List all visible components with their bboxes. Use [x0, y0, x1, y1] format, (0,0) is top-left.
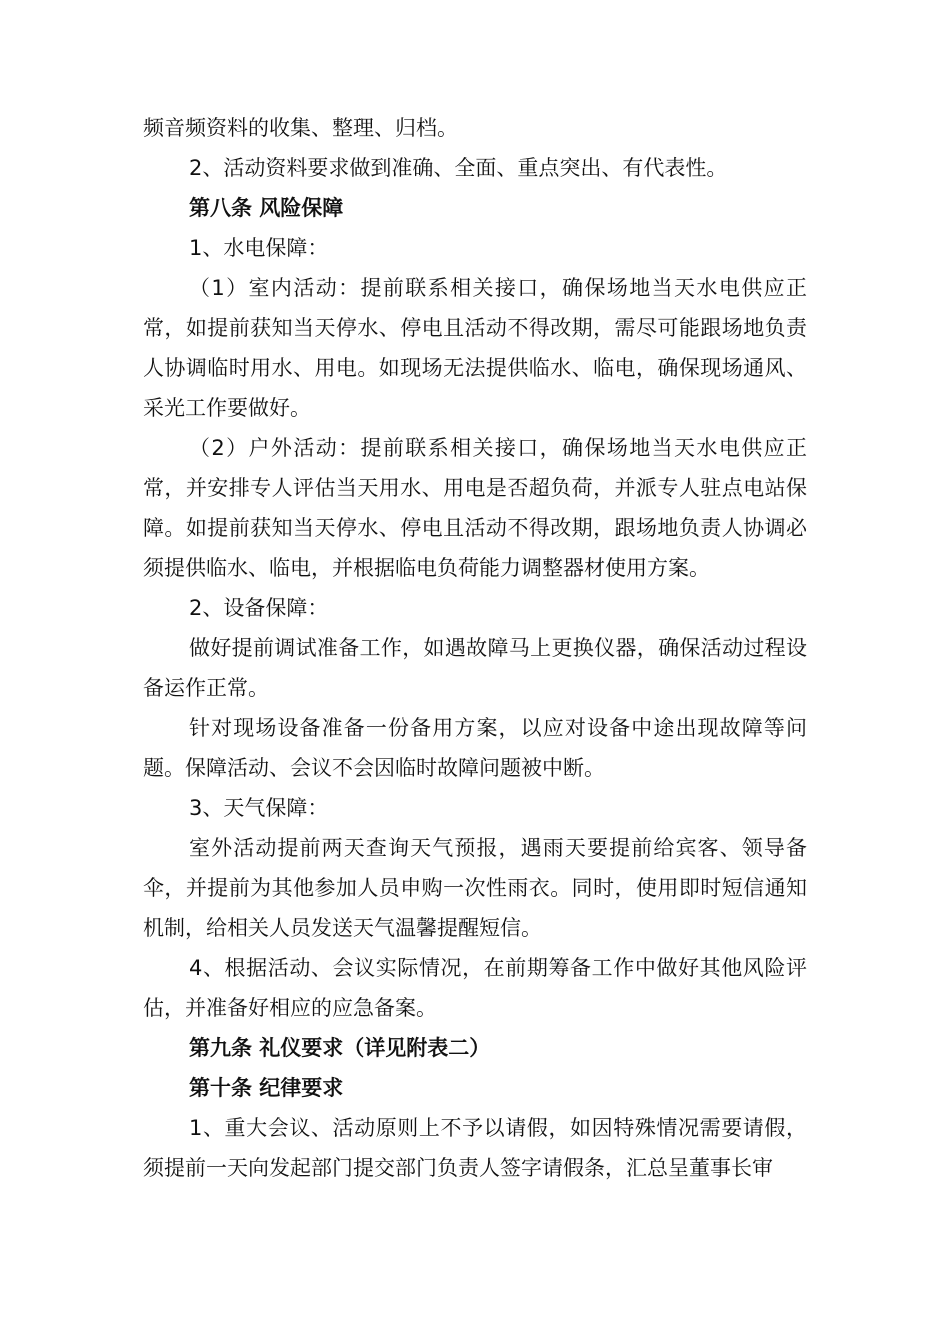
paragraph-2: 2、活动资料要求做到准确、全面、重点突出、有代表性。	[189, 156, 728, 180]
paragraph-4: （1）室内活动：提前联系相关接口，确保场地当天水电供应正常，如提前获知当天停水、停电且活动不得改期，需尽可能跟场地负责人协调临时用水、用电。如现场无法提供临水、临电，确保现场通风、采光工作要做好。	[143, 276, 807, 420]
paragraph-3: 1、水电保障：	[189, 236, 329, 260]
section-heading-10: 第十条 纪律要求	[189, 1076, 344, 1100]
paragraph-5: （2）户外活动：提前联系相关接口，确保场地当天水电供应正常，并安排专人评估当天用水、用电是否超负荷，并派专人驻点电站保障。如提前获知当天停水、停电且活动不得改期，跟场地负责人协调必须提供临水、临电，并根据临电负荷能力调整器材使用方案。	[143, 436, 807, 580]
paragraph-9: 3、天气保障：	[189, 796, 329, 820]
paragraph-10: 室外活动提前两天查询天气预报，遇雨天要提前给宾客、领导备伞，并提前为其他参加人员申购一次性雨衣。同时，使用即时短信通知机制，给相关人员发送天气温馨提醒短信。	[143, 836, 807, 940]
paragraph-1: 频音频资料的收集、整理、归档。	[143, 116, 458, 140]
paragraph-7: 做好提前调试准备工作，如遇故障马上更换仪器，确保活动过程设备运作正常。	[143, 636, 807, 700]
section-heading-8: 第八条 风险保障	[189, 196, 344, 220]
paragraph-12: 1、重大会议、活动原则上不予以请假，如因特殊情况需要请假，须提前一天向发起部门提交部门负责人签字请假条，汇总呈董事长审	[143, 1116, 807, 1180]
section-heading-9: 第九条 礼仪要求（详见附表二）	[189, 1036, 491, 1060]
paragraph-11: 4、根据活动、会议实际情况，在前期筹备工作中做好其他风险评估，并准备好相应的应急备案。	[143, 956, 807, 1020]
paragraph-6: 2、设备保障：	[189, 596, 329, 620]
paragraph-8: 针对现场设备准备一份备用方案，以应对设备中途出现故障等问题。保障活动、会议不会因临时故障问题被中断。	[143, 716, 807, 780]
